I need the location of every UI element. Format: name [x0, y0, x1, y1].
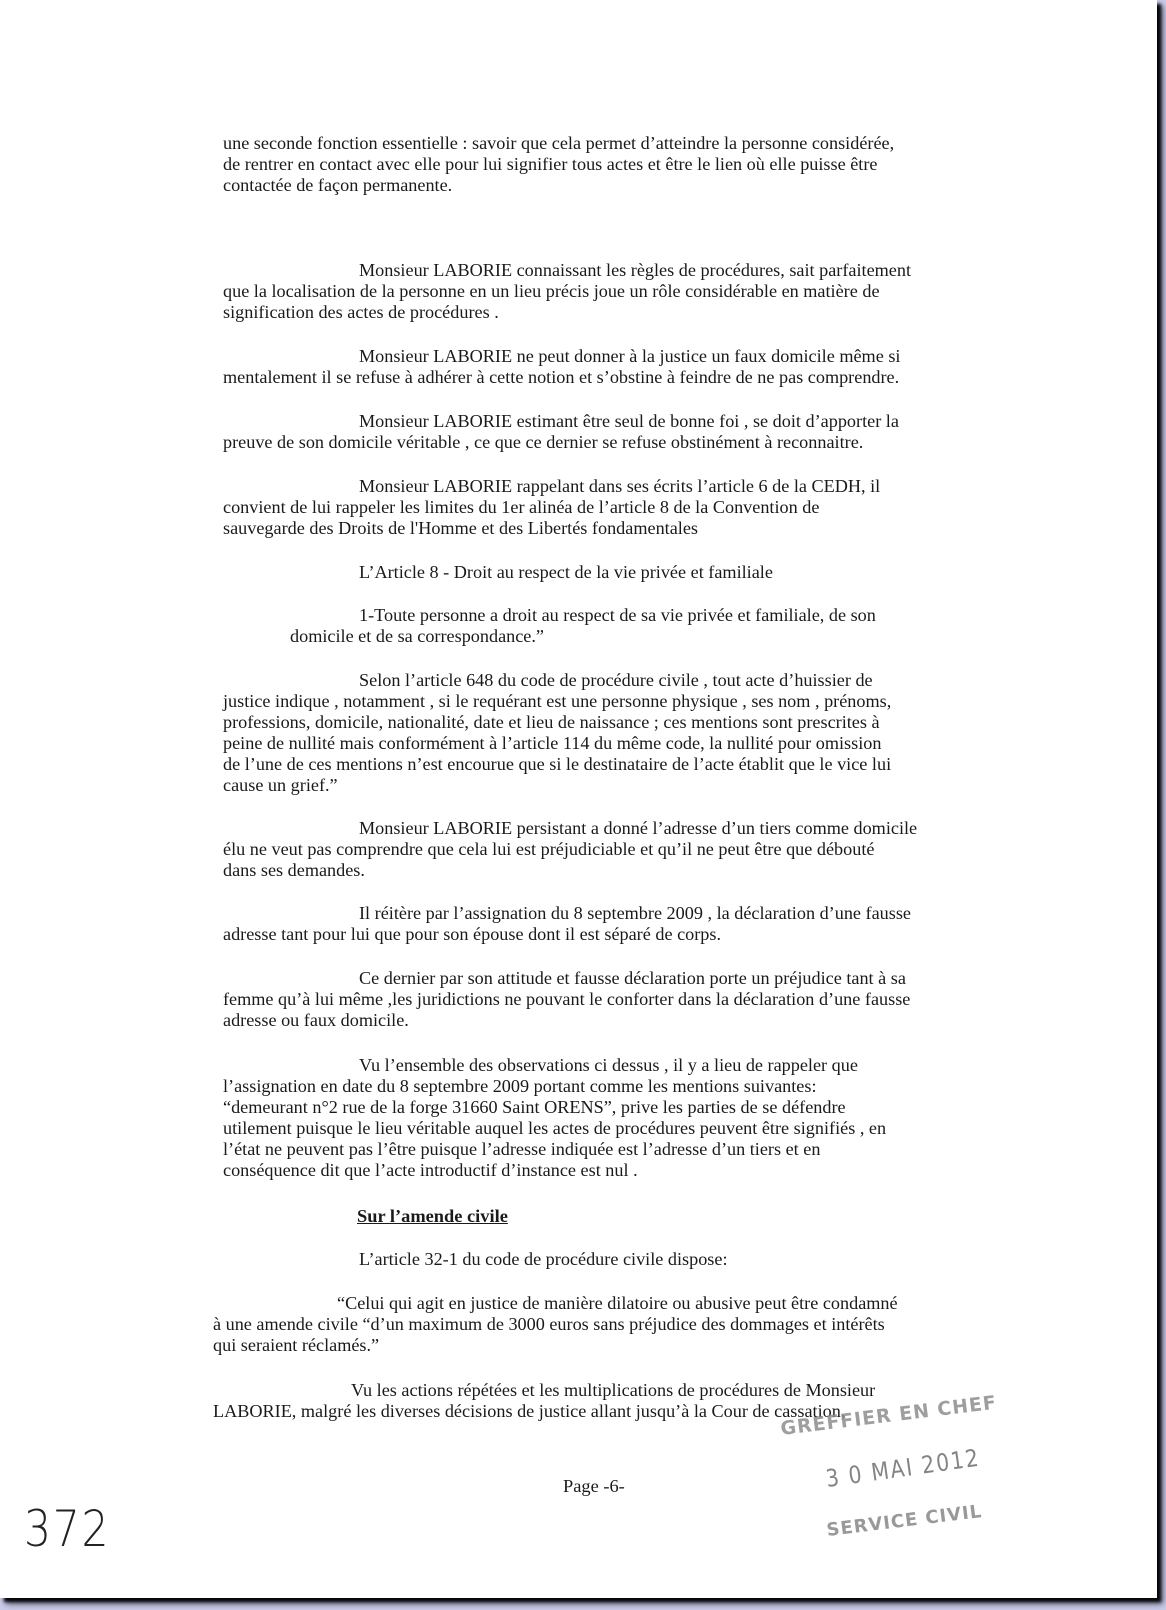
- paragraph-line: justice indique , notamment , si le requérant est une personne physique , ses nom , prénoms,: [223, 691, 892, 711]
- article-title: L’Article 8 - Droit au respect de la vie privée et familiale: [359, 562, 773, 582]
- paragraph-line: L’article 32-1 du code de procédure civile dispose:: [359, 1249, 728, 1269]
- paragraph-line: convient de lui rappeler les limites du 1er alinéa de l’article 8 de la Convention de: [223, 497, 820, 517]
- paragraph-line: adresse tant pour lui que pour son épouse dont il est séparé de corps.: [223, 924, 722, 944]
- paragraph-line: Vu l’ensemble des observations ci dessus , il y a lieu de rappeler que: [359, 1055, 858, 1075]
- paragraph-line: signification des actes de procédures .: [223, 302, 499, 322]
- paragraph-line: élu ne veut pas comprendre que cela lui est préjudiciable et qu’il ne peut être que débouté: [223, 839, 875, 859]
- page-number: Page -6-: [563, 1476, 625, 1496]
- paragraph-line: contactée de façon permanente.: [223, 175, 453, 195]
- paragraph-line: “Celui qui agit en justice de manière dilatoire ou abusive peut être condamné: [337, 1293, 898, 1313]
- stamp-service-civil: SERVICE CIVIL: [825, 1501, 984, 1541]
- paragraph-line: une seconde fonction essentielle : savoir que cela permet d’atteindre la personne considérée,: [223, 133, 895, 153]
- section-heading: Sur l’amende civile: [357, 1206, 508, 1226]
- paragraph-line: Il réitère par l’assignation du 8 septembre 2009 , la déclaration d’une fausse: [359, 903, 911, 923]
- paragraph-line: 1-Toute personne a droit au respect de sa vie privée et familiale, de son: [359, 605, 876, 625]
- paragraph-line: que la localisation de la personne en un lieu précis joue un rôle considérable en matière de: [223, 281, 880, 301]
- paragraph-line: “demeurant n°2 rue de la forge 31660 Saint ORENS”, prive les parties de se défendre: [223, 1097, 846, 1117]
- paragraph-line: de l’une de ces mentions n’est encourue que si le destinataire de l’acte établit que le vice lui: [223, 754, 892, 774]
- stamp-greffier-en-chef: GREFFIER EN CHEF: [779, 1391, 999, 1440]
- paragraph-line: à une amende civile “d’un maximum de 3000 euros sans préjudice des dommages et intérêts: [213, 1314, 885, 1334]
- paragraph-line: dans ses demandes.: [223, 860, 365, 880]
- paragraph-line: LABORIE, malgré les diverses décisions de justice allant jusqu’à la Cour de cassation,: [213, 1401, 846, 1421]
- stamp-date: 3 0 MAI 2012: [824, 1443, 982, 1493]
- paragraph-line: cause un grief.”: [223, 775, 338, 795]
- paragraph-line: Ce dernier par son attitude et fausse déclaration porte un préjudice tant à sa: [359, 968, 906, 988]
- paragraph-line: Vu les actions répétées et les multiplications de procédures de Monsieur: [351, 1380, 876, 1400]
- paragraph-line: utilement puisque le lieu véritable auquel les actes de procédures peuvent être signifiés , en: [223, 1118, 887, 1138]
- paragraph-line: professions, domicile, nationalité, date et lieu de naissance ; ces mentions sont prescrites à: [223, 712, 880, 732]
- paragraph-line: Monsieur LABORIE estimant être seul de bonne foi , se doit d’apporter la: [359, 411, 899, 431]
- paragraph-line: domicile et de sa correspondance.”: [290, 626, 545, 646]
- paragraph-line: Monsieur LABORIE persistant a donné l’adresse d’un tiers comme domicile: [359, 818, 918, 838]
- paragraph-line: qui seraient réclamés.”: [213, 1335, 380, 1355]
- paragraph-line: Monsieur LABORIE connaissant les règles de procédures, sait parfaitement: [359, 260, 912, 280]
- paragraph-line: Monsieur LABORIE rappelant dans ses écrits l’article 6 de la CEDH, il: [359, 476, 881, 496]
- handwritten-folio-number: 372: [24, 1500, 111, 1558]
- paragraph-line: sauvegarde des Droits de l'Homme et des Libertés fondamentales: [223, 518, 698, 538]
- paragraph-line: peine de nullité mais conformément à l’article 114 du même code, la nullité pour omission: [223, 733, 882, 753]
- paragraph-line: Monsieur LABORIE ne peut donner à la justice un faux domicile même si: [359, 346, 901, 366]
- paragraph-line: femme qu’à lui même ,les juridictions ne pouvant le conforter dans la déclaration d’une fausse: [223, 989, 911, 1009]
- paragraph-line: adresse ou faux domicile.: [223, 1010, 409, 1030]
- paragraph-line: de rentrer en contact avec elle pour lui signifier tous actes et être le lien où elle puisse être: [223, 154, 878, 174]
- paragraph-line: mentalement il se refuse à adhérer à cette notion et s’obstine à feindre de ne pas comprendre.: [223, 367, 900, 387]
- paragraph-line: l’assignation en date du 8 septembre 2009 portant comme les mentions suivantes:: [223, 1076, 817, 1096]
- paragraph-line: l’état ne peuvent pas l’être puisque l’adresse indiquée est l’adresse d’un tiers et en: [223, 1139, 821, 1159]
- paragraph-line: preuve de son domicile véritable , ce que ce dernier se refuse obstinément à reconnaitre.: [223, 432, 864, 452]
- paragraph-line: conséquence dit que l’acte introductif d’instance est nul .: [223, 1160, 638, 1180]
- paragraph-line: Selon l’article 648 du code de procédure civile , tout acte d’huissier de: [359, 670, 873, 690]
